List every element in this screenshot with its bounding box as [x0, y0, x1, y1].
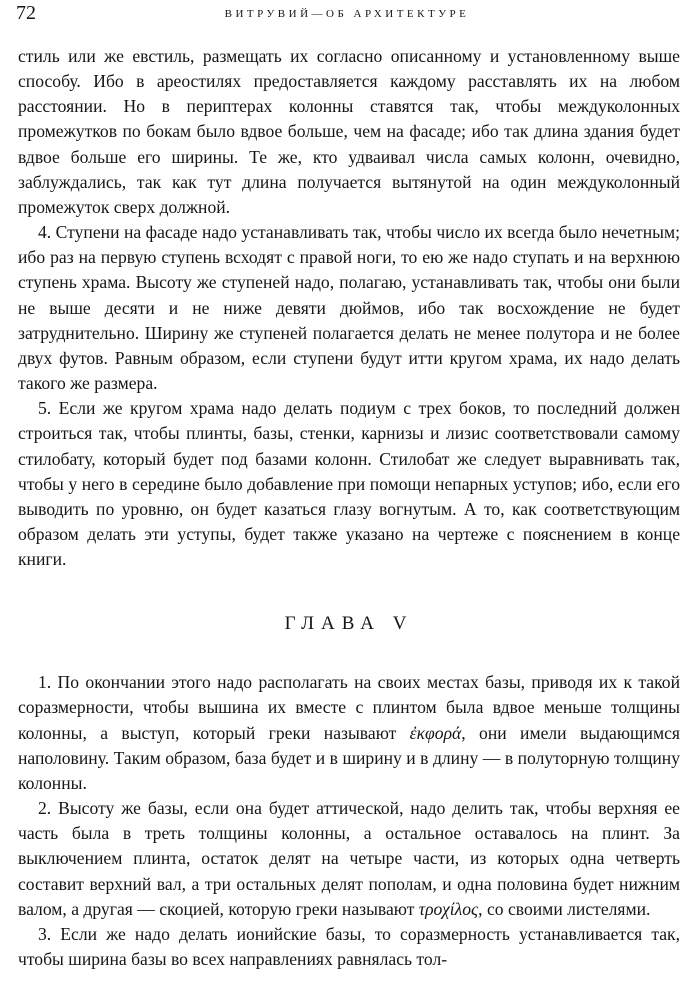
- paragraph-4: 4. Ступени на фасаде надо устанавливать так, чтобы число их всегда было нечетным; ибо раз на первую ступень всходят с правой ноги, то ею же надо ступать и на верхнюю ступень храма. Высоту же ступеней надо, полагаю, устанавливать так, чтобы они были не выше десяти и не ниже девяти дюймов, ибо так восхождение не будет затруднительно. Ширину же ступеней полагается делать не менее полутора и не более двух футов. Равным образом, если ступени будут итти кругом храма, их надо делать такого же размера.: [18, 222, 680, 394]
- page-number: 72: [16, 2, 36, 24]
- paragraph-text: 1. По окончании этого надо располагать на своих местах базы, приводя их к такой соразмерности, чтобы вышина их вместе с плинтом была вдвое меньше толщины колонны, а выступ, который греки называют: [18, 672, 680, 743]
- paragraph-text: , они имели выдающимся наполовину. Таким образом, база будет и в ширину и в длину — в полуторную толщину колонны.: [18, 722, 680, 793]
- paragraph-text: 2. Высоту же базы, если она будет аттической, надо делить так, чтобы верхняя ее часть была в треть толщины колонны, а остальное оставалось на плинт. За выключением плинта, остаток делят на четыре части, из которых одна четверть составит верхний вал, а три остальных делят пополам, и одна половина будет нижним валом, а другая — скоцией, которую греки называют: [18, 798, 680, 919]
- chapter-heading: ГЛАВА V: [284, 613, 414, 635]
- greek-term: ἐκφορά: [409, 722, 462, 743]
- paragraph-continuation: стиль или же евстиль, размещать их согласно описанному и установленному выше способу. Ибо в ареостилях предоставляется каждому расставлять их на любом расстоянии. Но в периптерах колонны ставятся так, чтобы междуколонных промежутков по бокам было вдвое больше, чем на фасаде; ибо так длина здания будет вдвое больше его ширины. Те же, кто удваивал числа самых колонн, очевидно, заблуждались, так как тут длина получается вытянутой на один междуколонный промежуток сверх должной.: [18, 46, 680, 217]
- paragraph-chapter5-2: [18, 796, 680, 922]
- page-header: [16, 2, 678, 26]
- paragraph-text: , со своими листелями.: [478, 898, 651, 919]
- paragraph-chapter5-1: [18, 670, 680, 796]
- page-body: [18, 44, 680, 972]
- paragraph-5: 5. Если же кругом храма надо делать подиум с трех боков, то последний должен строиться так, чтобы плинты, базы, стенки, карнизы и лизис соответствовали самому стилобату, который будет под базами колонн. Стилобат же следует выравнивать так, чтобы у него в середине было добавление при помощи непарных уступов; ибо, если его выводить по уровню, он будет казаться глазу вогнутым. А то, как соответствующим образом делать эти уступы, будет также указано на чертеже с пояснением в конце книги.: [18, 398, 680, 570]
- paragraph-chapter5-3: 3. Если же надо делать ионийские базы, то соразмерность устанавливается так, чтобы ширина базы во всех направлениях равнялась тол-: [18, 923, 680, 969]
- running-title: ВИТРУВИЙ—ОБ АРХИТЕКТУРЕ: [224, 8, 470, 20]
- greek-term: τροχίλος: [418, 898, 479, 919]
